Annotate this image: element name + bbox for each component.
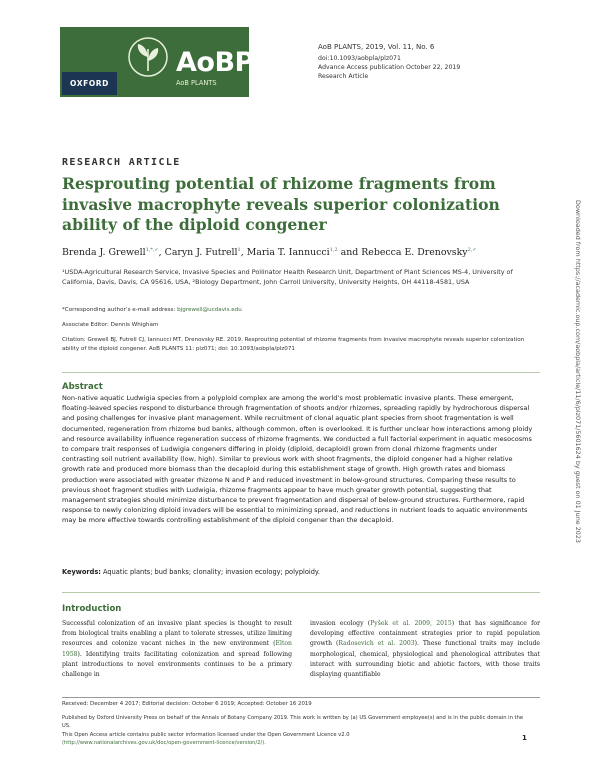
reference-link[interactable]: Pyšek et al. 2009, 2015 bbox=[370, 620, 452, 627]
download-side-note bbox=[574, 200, 588, 580]
associate-editor: Associate Editor: Dennis Whigham bbox=[62, 322, 159, 328]
author-list bbox=[62, 247, 582, 258]
author-sep: , bbox=[158, 247, 165, 259]
author-name[interactable]: Rebecca E. Drenovsky bbox=[361, 247, 468, 259]
brand-wordmark: AoBP bbox=[176, 47, 254, 78]
author-sup: 1,*,✓ bbox=[145, 247, 159, 253]
journal-meta bbox=[318, 43, 460, 81]
author-sup: 1 bbox=[237, 247, 241, 253]
intro-column-left bbox=[62, 619, 292, 680]
keywords-text: Aquatic plants; bud banks; clonality; invasion ecology; polyploidy. bbox=[103, 568, 320, 576]
footer-divider bbox=[62, 697, 540, 698]
intro-text: ). These functional traits may include morphological, chemical, physiological and phenological attributes that interact with surrounding biotic and abiotic factors, with those traits displaying quantifiable bbox=[310, 640, 540, 679]
article-title: Resprouting potential of rhizome fragments from invasive macrophyte reveals superior colonization ability of the diploid congener bbox=[62, 174, 500, 234]
abstract-heading: Abstract bbox=[62, 382, 103, 392]
advance-access-line: Advance Access publication October 22, 2019 bbox=[318, 64, 461, 71]
intro-column-right bbox=[310, 619, 540, 680]
divider bbox=[62, 592, 540, 593]
intro-text: ) that has significance for developing effective containment strategies prior to rapid population growth ( bbox=[310, 620, 540, 648]
journal-line: AoB PLANTS, 2019, Vol. 11, No. 6 bbox=[318, 43, 435, 51]
keywords-label: Keywords: bbox=[62, 568, 101, 576]
abstract-text: Non-native aquatic Ludwigia species from a polyploid complex are among the world’s most problematic invasive plants. These emergent, floating-leaved species respond to disturbance through fragmentation of shoots and/or rhizomes, spreading rapidly by hydrochorous dispersal and posing challenges for invasive plant management. While recruitment of clonal aquatic plant species from shoot fragmentation is well documented, regeneration from rhizome bud banks, although common, often is overlooked. It is further unclear how interactions among ploidy and resource availability influence regeneration success of rhizome fragments. We conducted a full factorial experiment in aquatic mesocosms to compare trait responses of Ludwigia congeners differing in ploidy (diploid, decaploid) grown from clonal rhizome fragments under contrasting soil nutrient availability (low, high). Similar to previous work with shoot fragments, the diploid congener had a higher relative growth rate and produced more biomass than the decaploid during this establishment stage of growth. High growth rates and biomass production were associated with greater rhizome N and P and reduced investment in below-ground structures. Comparing these results to previous shoot fragment studies with Ludwigia, rhizome fragments appear to have much greater growth potential, suggesting that management strategies should minimize disturbance to prevent fragmentation and dispersal of below-ground structures. Furthermore, rapid response to newly colonizing diploid invaders will be essential to minimizing spread, and reductions in nutrient loads to aquatic environments may be more effective towards controlling establishment of the diploid congener than the decaploid. bbox=[62, 394, 533, 525]
reference-link[interactable]: Elton 1958 bbox=[62, 640, 292, 658]
page-number: 1 bbox=[522, 734, 527, 742]
keywords bbox=[62, 568, 320, 576]
introduction-heading: Introduction bbox=[62, 604, 122, 614]
intro-text: Successful colonization of an invasive plant species is thought to result from biological traits enabling a plant to tolerate stresses, utilize limiting resources and colonize vacant niches in the new environment ( bbox=[62, 620, 292, 648]
published-by: Published by Oxford University Press on behalf of the Annals of Botany Company 2019. This work is written by (a) US Government employee(s) and is in the public domain in the US. bbox=[62, 715, 524, 730]
author-name[interactable]: Maria T. Iannucci bbox=[246, 247, 330, 259]
licence-text: This Open Access article contains public sector information licensed under the Open Government Licence v2.0 bbox=[62, 731, 350, 738]
corresponding-email-link[interactable]: bjgrewell@ucdavis.edu bbox=[177, 307, 242, 313]
author-name[interactable]: Caryn J. Futrell bbox=[164, 247, 238, 259]
divider bbox=[62, 372, 540, 373]
article-type: Research Article bbox=[318, 73, 369, 80]
author-name[interactable]: Brenda J. Grewell bbox=[62, 247, 146, 259]
author-sep: , bbox=[240, 247, 247, 259]
author-sup: 1,2 bbox=[329, 247, 338, 253]
reference-link[interactable]: Radosevich et al. 2003 bbox=[338, 640, 415, 648]
intro-text: invasion ecology ( bbox=[310, 620, 371, 627]
author-sup: 2,✓ bbox=[467, 247, 477, 253]
corresponding-label: *Corresponding author’s e-mail address: bbox=[62, 307, 178, 313]
citation: Citation: Grewell BJ, Futrell CJ, Iannucci MT, Drenovsky RE. 2019. Resprouting potential of rhizome fragments from invasive macrophyte reveals superior colonization ability of the diploid congener. AoB PLANTS 11: plz071; doi: 10.1093/aobpla/plz071 bbox=[62, 337, 525, 352]
section-tag: RESEARCH ARTICLE bbox=[62, 157, 181, 168]
download-note-text: Downloaded from https://academic.oup.com/aobpla/article/11/6/plz071/5601624 by guest on 01 June 2023 bbox=[574, 200, 582, 543]
corresponding-author bbox=[62, 307, 242, 313]
affiliations: ¹USDA-Agricultural Research Service, Invasive Species and Pollinator Health Research Unit, Department of Plant Sciences MS-4, University of California, Davis, Davis, CA 95616, USA, ²Biology Department, John Carroll University, University Heights, OH 44118-4581, USA bbox=[62, 268, 513, 287]
plant-logo-icon bbox=[126, 35, 170, 79]
intro-text: ). Identifying traits facilitating colonization and spread following plant introductions to novel environments continues to be a primary challenge in bbox=[62, 650, 292, 679]
article-dates: Received: December 4 2017; Editorial decision: October 6 2019; Accepted: October 16 2019 bbox=[62, 701, 312, 707]
doi-line[interactable]: doi:10.1093/aobpla/plz071 bbox=[318, 55, 401, 62]
brand-subtitle: AoB PLANTS bbox=[176, 79, 217, 87]
licence-link[interactable]: (http://www.nationalarchives.gov.uk/doc/open-government-licence/version/2/). bbox=[62, 739, 266, 746]
oxford-badge: OXFORD bbox=[62, 72, 117, 95]
footer-licence bbox=[62, 714, 532, 747]
author-and: and bbox=[337, 247, 362, 259]
